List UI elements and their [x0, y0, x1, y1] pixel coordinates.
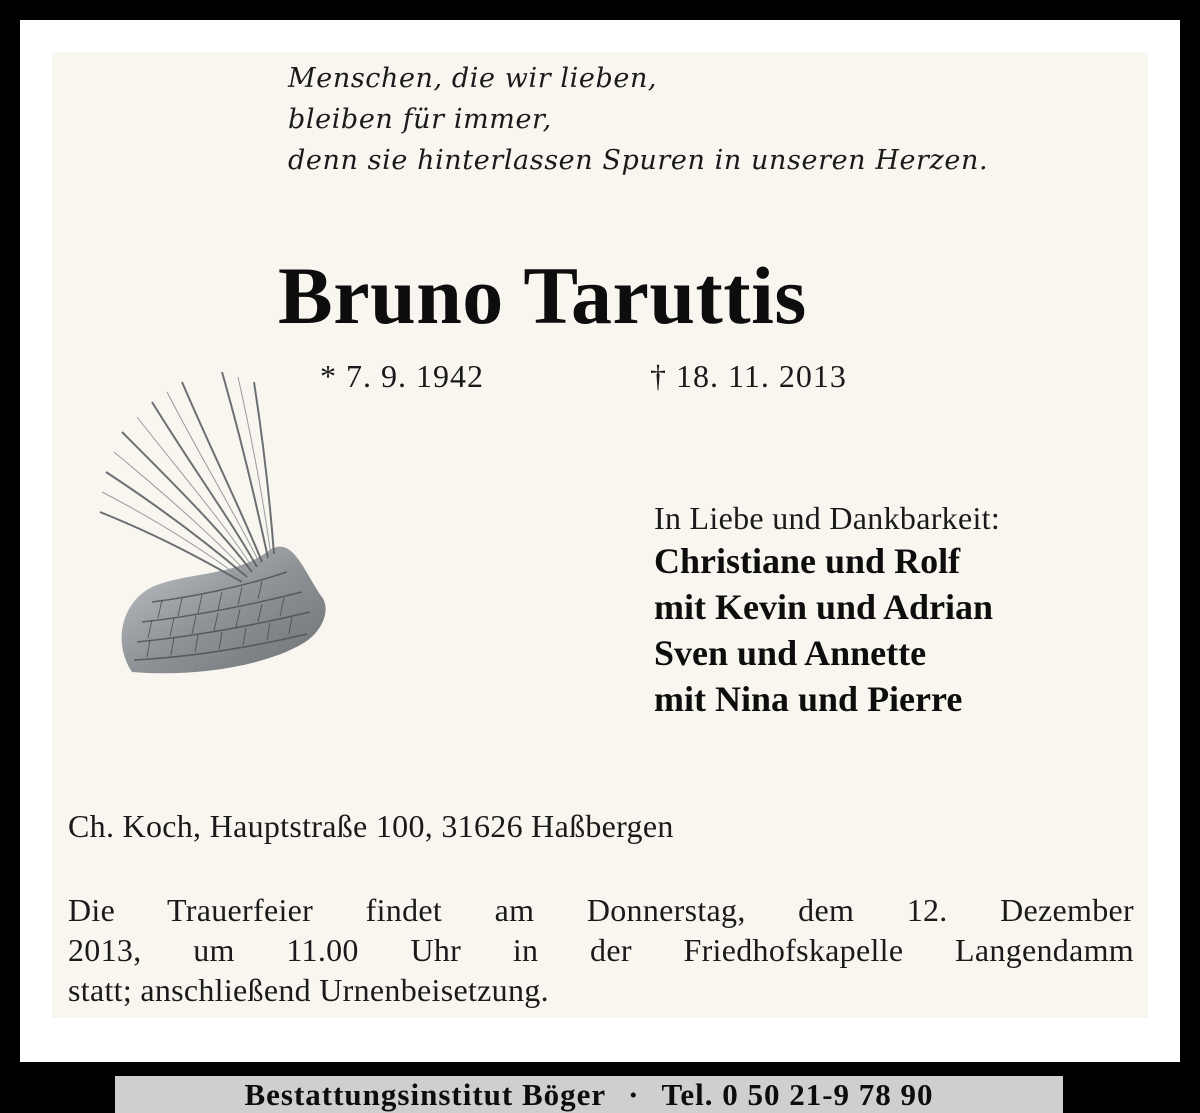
- contact-address: Ch. Koch, Hauptstraße 100, 31626 Haßbergen: [68, 808, 674, 844]
- mourner-names: Christiane und Rolf: [654, 541, 961, 581]
- mourner-names: mit Kevin und Adrian: [654, 587, 994, 627]
- ceremony-line: statt; anschließend Urnenbeisetzung.: [68, 972, 549, 1008]
- quote-line: Menschen, die wir lieben,: [288, 63, 658, 94]
- funeral-home-name: Bestattungsinstitut Böger: [244, 1076, 607, 1112]
- funeral-home-banner: [115, 1076, 1063, 1113]
- deceased-name: Bruno Taruttis: [278, 250, 807, 341]
- footer-separator: ·: [628, 1076, 640, 1112]
- mourners-intro: In Liebe und Dankbarkeit:: [654, 500, 1001, 536]
- mourner-names: Sven und Annette: [654, 633, 927, 673]
- ceremony-line: Die Trauerfeier findet am Donnerstag, dem 12. Dezember: [68, 892, 1134, 928]
- funeral-home-phone: Tel. 0 50 21-9 78 90: [661, 1076, 934, 1112]
- ceremony-info: [68, 890, 1134, 1010]
- mourners-block: [654, 498, 1000, 722]
- mourner-names: mit Nina und Pierre: [654, 679, 963, 719]
- quote-line: denn sie hinterlassen Spuren in unseren Herzen.: [288, 145, 989, 176]
- death-date: † 18. 11. 2013: [650, 358, 847, 394]
- memorial-quote: [288, 58, 988, 181]
- ceremony-line: 2013, um 11.00 Uhr in der Friedhofskapelle Langendamm: [68, 932, 1134, 968]
- quote-line: bleiben für immer,: [288, 104, 552, 135]
- birth-date: * 7. 9. 1942: [320, 358, 484, 394]
- angel-wing-icon: [92, 372, 336, 684]
